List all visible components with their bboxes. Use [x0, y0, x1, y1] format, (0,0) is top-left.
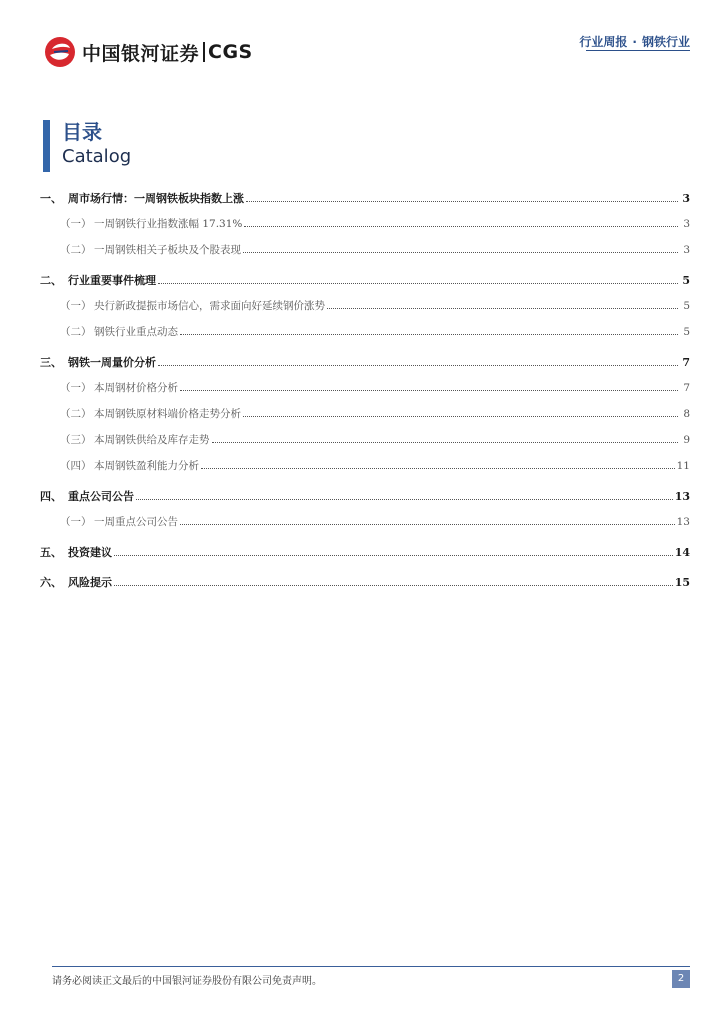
header-separator: · [632, 35, 637, 49]
toc-entry-page: 5 [683, 326, 690, 338]
toc-entry-label: 本周钢铁盈利能力分析 [94, 460, 199, 472]
toc-section-entry[interactable] [40, 354, 690, 380]
toc-entry-number: 三、 [40, 356, 62, 369]
toc-section-entry[interactable] [40, 190, 690, 216]
toc-entry-label: 本周钢铁供给及库存走势 [94, 434, 210, 446]
toc-entry-page: 3 [683, 244, 690, 256]
toc-dot-leader [246, 200, 678, 202]
toc-entry-number: 四、 [40, 490, 62, 503]
toc-subsection-entry[interactable] [40, 406, 690, 432]
toc-entry-number: 一、 [40, 192, 62, 205]
toc-entry-number: （二） [60, 326, 92, 338]
toc-entry-label: 投资建议 [68, 546, 112, 559]
toc-subsection-entry[interactable] [40, 458, 690, 484]
toc-dot-leader [114, 584, 673, 586]
toc-dot-leader [158, 282, 678, 284]
logo-name: 中国银河证券 [82, 42, 200, 65]
toc-subsection-entry[interactable] [40, 216, 690, 242]
toc-dot-leader [180, 389, 678, 391]
toc-entry-page: 5 [683, 300, 690, 312]
logo-divider [203, 42, 205, 62]
toc-entry-page: 15 [674, 576, 690, 589]
toc-dot-leader [180, 523, 675, 525]
toc-entry-label: 行业重要事件梳理 [68, 274, 156, 287]
toc-entry-page: 14 [674, 546, 690, 559]
toc-subsection-entry[interactable] [40, 380, 690, 406]
toc-dot-leader [243, 251, 678, 253]
toc-entry-page: 3 [682, 192, 690, 205]
toc-entry-label: 一周钢铁行业指数涨幅 17.31% [94, 218, 243, 230]
title-chinese: 目录 [62, 120, 102, 144]
toc-entry-number: 二、 [40, 274, 62, 287]
toc-entry-label: 钢铁行业重点动态 [94, 326, 178, 338]
catalog-title [43, 120, 131, 172]
title-accent-bar [43, 120, 50, 172]
toc-subsection-entry[interactable] [40, 514, 690, 540]
industry-label: 钢铁行业 [641, 35, 690, 49]
toc-entry-number: （四） [60, 460, 92, 472]
footer-disclaimer: 请务必阅读正文最后的中国银河证券股份有限公司免责声明。 [52, 976, 322, 987]
toc-entry-page: 13 [676, 516, 690, 528]
toc-entry-number: （一） [60, 516, 92, 528]
toc-dot-leader [327, 307, 678, 309]
header-underline [586, 50, 690, 51]
toc-subsection-entry[interactable] [40, 324, 690, 350]
table-of-contents [40, 190, 690, 600]
toc-entry-number: （三） [60, 434, 92, 446]
toc-entry-page: 8 [683, 408, 690, 420]
toc-entry-number: （一） [60, 382, 92, 394]
toc-entry-number: （一） [60, 218, 92, 230]
toc-entry-label: 风险提示 [68, 576, 112, 589]
toc-subsection-entry[interactable] [40, 242, 690, 268]
toc-entry-label: 央行新政提振市场信心，需求面向好延续钢价涨势 [94, 300, 325, 312]
toc-section-entry[interactable] [40, 544, 690, 570]
report-type-label: 行业周报 [579, 35, 628, 49]
page-number: 2 [672, 970, 690, 988]
title-english: Catalog [62, 146, 132, 167]
page-header [0, 0, 724, 80]
toc-dot-leader [201, 467, 675, 469]
toc-section-entry[interactable] [40, 272, 690, 298]
toc-dot-leader [114, 554, 673, 556]
toc-entry-label: 一周钢铁相关子板块及个股表现 [94, 244, 241, 256]
toc-entry-page: 11 [676, 460, 690, 472]
toc-entry-label: 本周钢材价格分析 [94, 382, 178, 394]
toc-subsection-entry[interactable] [40, 432, 690, 458]
toc-entry-number: 六、 [40, 576, 62, 589]
cgs-logo-icon [44, 36, 76, 68]
toc-section-entry[interactable] [40, 488, 690, 514]
toc-dot-leader [180, 333, 678, 335]
report-category [579, 33, 690, 50]
toc-entry-label: 一周重点公司公告 [94, 516, 178, 528]
toc-entry-number: （二） [60, 408, 92, 420]
toc-dot-leader [244, 225, 678, 227]
toc-entry-number: （一） [60, 300, 92, 312]
toc-entry-page: 5 [682, 274, 690, 287]
toc-entry-label: 周市场行情：一周钢铁板块指数上涨 [68, 192, 244, 205]
toc-entry-page: 7 [682, 356, 690, 369]
toc-entry-page: 3 [683, 218, 690, 230]
toc-entry-page: 9 [683, 434, 690, 446]
toc-entry-label: 钢铁一周量价分析 [68, 356, 156, 369]
toc-dot-leader [243, 415, 678, 417]
toc-entry-label: 重点公司公告 [68, 490, 134, 503]
footer-divider [52, 966, 690, 967]
toc-dot-leader [212, 441, 679, 443]
toc-subsection-entry[interactable] [40, 298, 690, 324]
toc-entry-page: 7 [683, 382, 690, 394]
toc-dot-leader [158, 364, 678, 366]
toc-entry-page: 13 [674, 490, 690, 503]
company-logo [44, 36, 253, 68]
toc-entry-number: 五、 [40, 546, 62, 559]
toc-dot-leader [136, 498, 673, 500]
toc-section-entry[interactable] [40, 574, 690, 600]
toc-entry-number: （二） [60, 244, 92, 256]
toc-entry-label: 本周钢铁原材料端价格走势分析 [94, 408, 241, 420]
logo-suffix: CGS [208, 41, 253, 63]
